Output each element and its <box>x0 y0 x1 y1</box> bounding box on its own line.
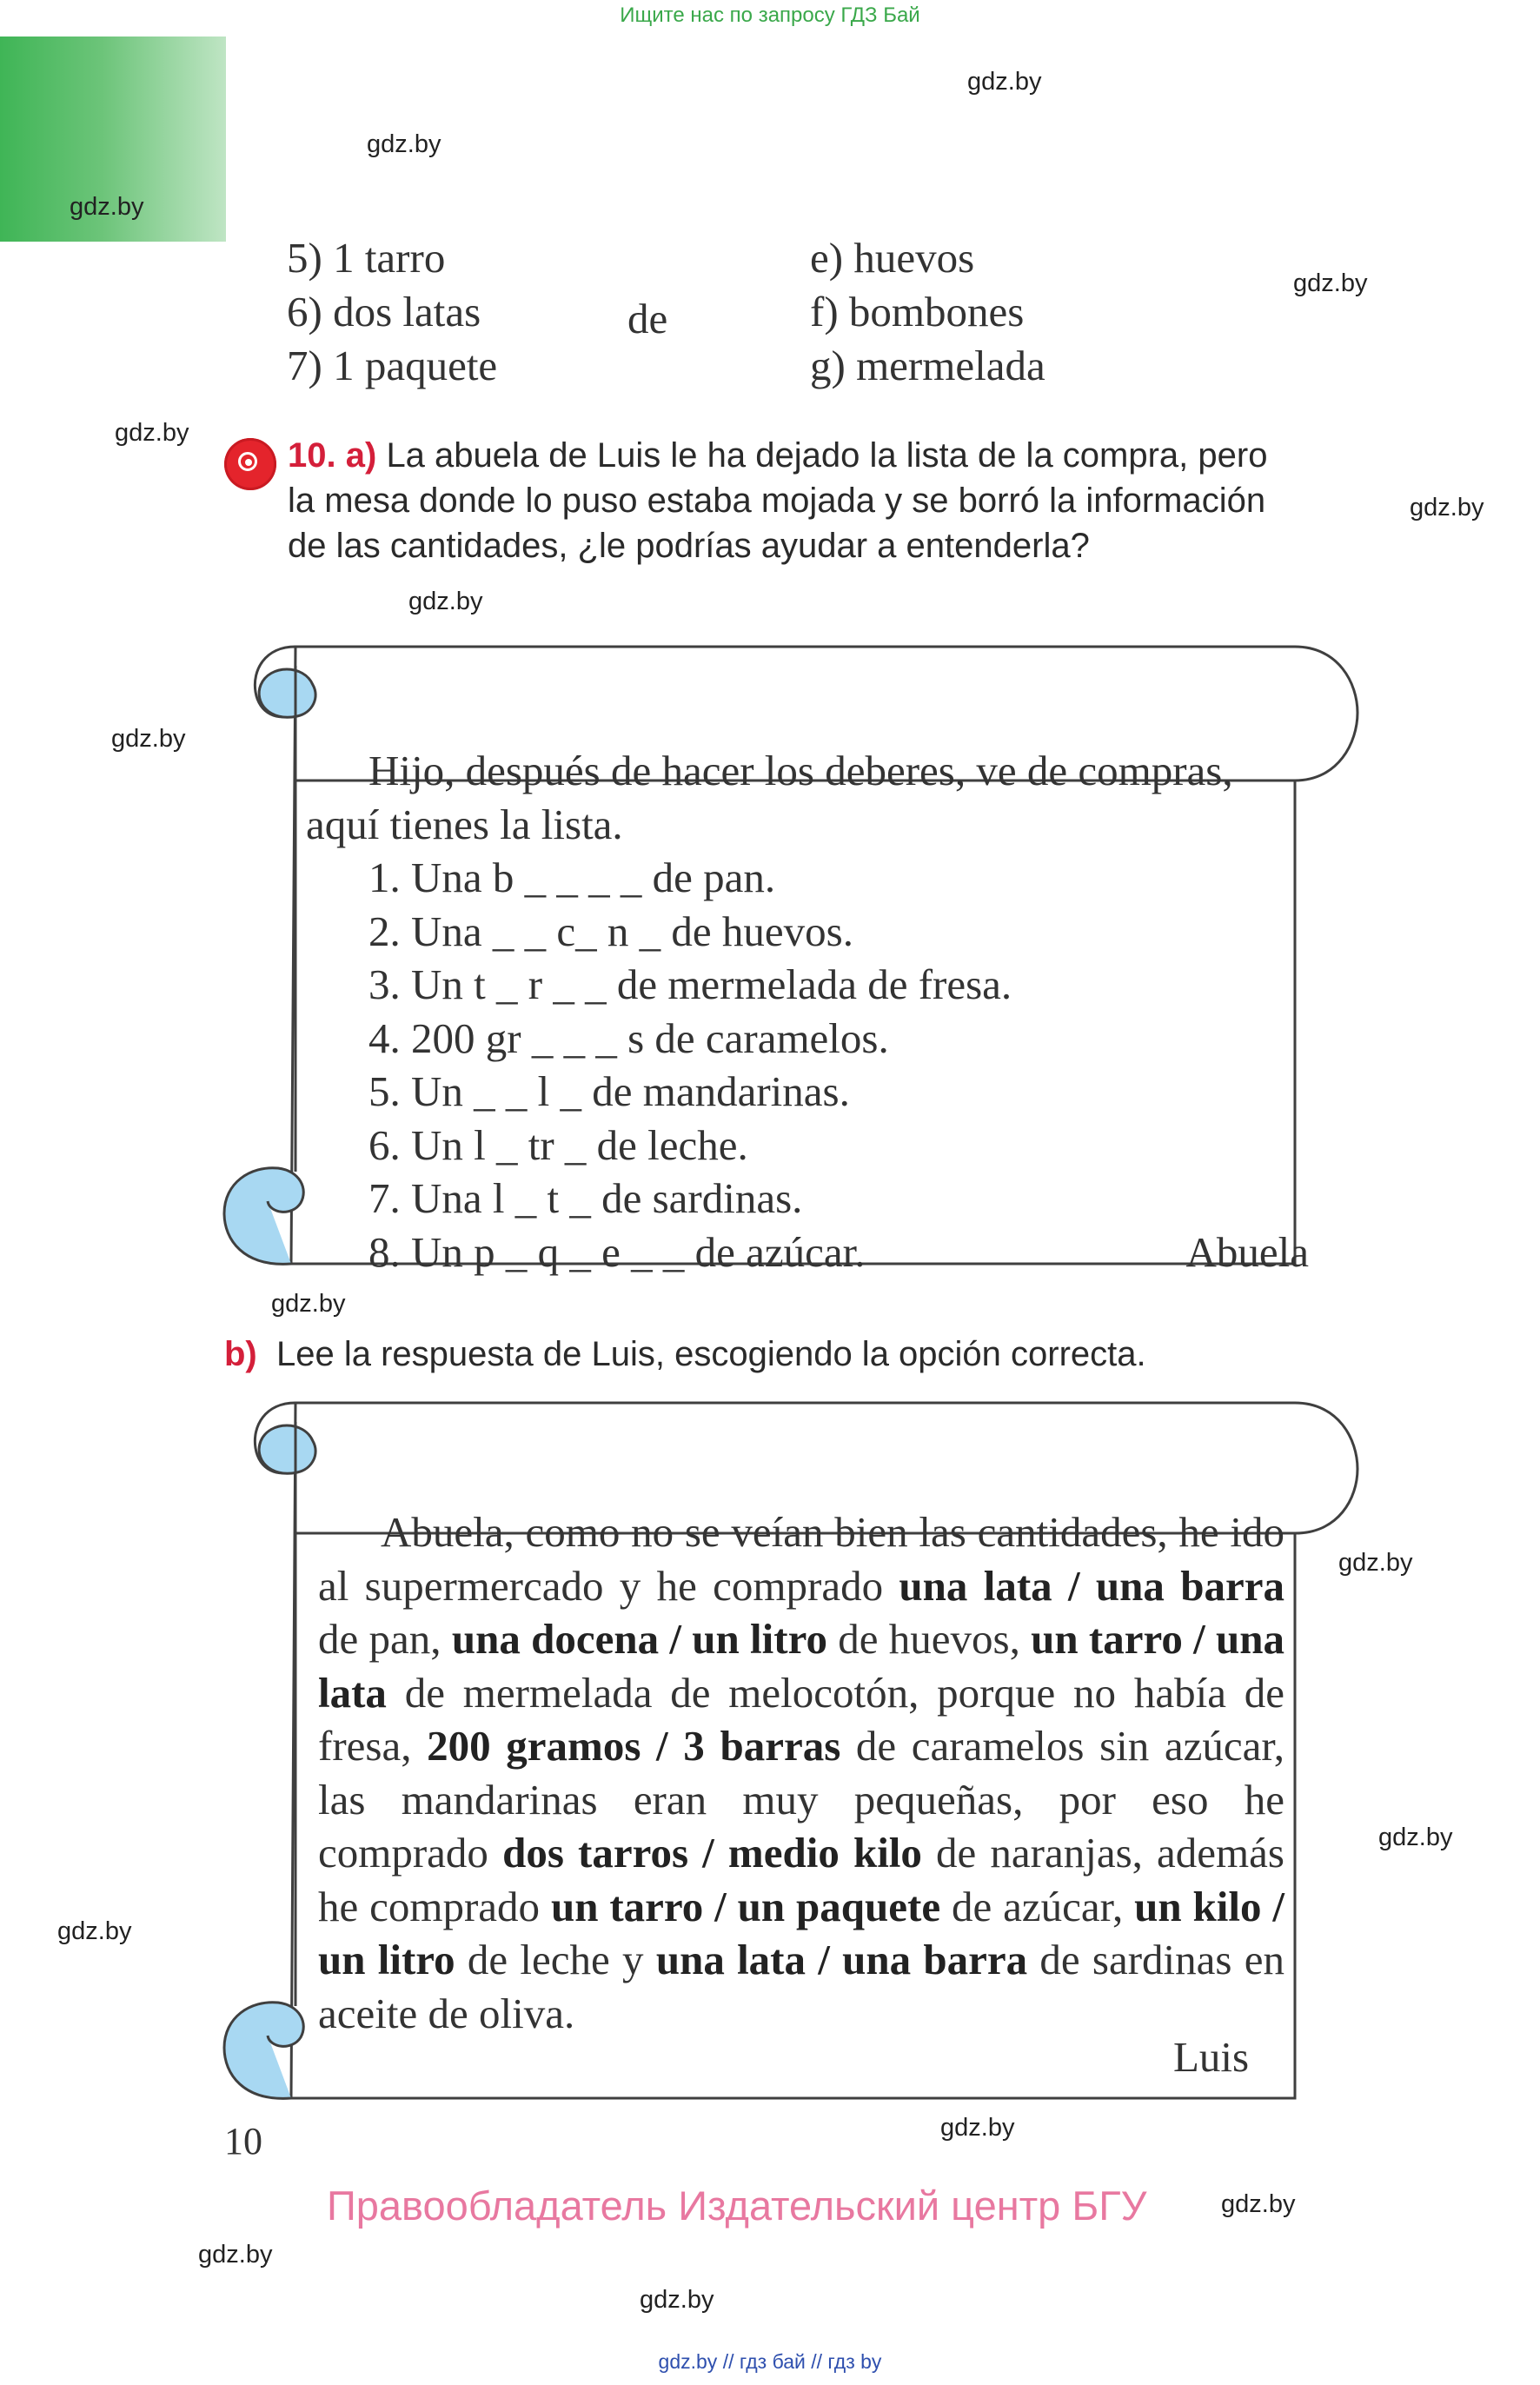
reply-choice[interactable]: una lata / una barra <box>899 1561 1284 1610</box>
reply-text: de pan, <box>318 1615 452 1663</box>
watermark: gdz.by <box>367 130 441 158</box>
reply-text: de azúcar, <box>940 1882 1135 1930</box>
shopping-list-item: 6. Un l _ tr _ de leche. <box>368 1120 748 1169</box>
reply-text: de leche y <box>455 1936 656 1983</box>
shopping-list-item: 7. Una l _ t _ de sardinas. <box>368 1174 803 1222</box>
reply-text: de caramelos sin azúcar, las mandarinas eran muy pequeñas, por eso he comprado <box>318 1722 1284 1877</box>
copyright-holder: Правообладатель Издательский центр БГУ <box>327 2182 1147 2229</box>
shopping-list-item: 3. Un t _ r _ _ de mermelada de fresa. <box>368 960 1012 1008</box>
reply-text: de huevos, <box>826 1615 1032 1663</box>
watermark: gdz.by <box>940 2114 1015 2142</box>
watermark: gdz.by <box>640 2286 714 2314</box>
reply-choice[interactable]: un tarro / una lata <box>318 1615 1284 1717</box>
reply-text: de mermelada de melocotón, porque no había de fresa, <box>318 1668 1284 1770</box>
watermark: gdz.by <box>111 725 186 753</box>
instruction-b-text: Lee la respuesta de Luis, escogiendo la opción correcta. <box>276 1335 1146 1373</box>
scroll-top-curl <box>259 669 315 717</box>
match-right-item: f) bombones <box>810 288 1025 335</box>
shopping-list-item: 5. Un _ _ l _ de mandarinas. <box>368 1067 850 1115</box>
note-intro-line: aquí tienes la lista. <box>306 800 623 848</box>
match-left-item: 7) 1 paquete <box>287 342 498 389</box>
exercise-10b-instruction <box>224 1332 1146 1377</box>
instruction-line: La abuela de Luis le ha dejado la lista de la compra, pero <box>386 436 1268 475</box>
page-number: 10 <box>224 2120 262 2162</box>
top-banner-text: Ищите нас по запросу ГДЗ Бай <box>620 3 920 27</box>
match-connector-de: de <box>627 295 668 342</box>
exercise-part-a: a) <box>345 436 377 475</box>
watermark: gdz.by <box>1293 269 1368 297</box>
match-right-item: g) mermelada <box>810 342 1045 389</box>
exercise-part-b: b) <box>224 1335 257 1373</box>
exercise-number: 10. <box>288 436 336 475</box>
watermark: gdz.by <box>408 588 483 615</box>
watermark: gdz.by <box>271 1290 346 1318</box>
shopping-list-item: 4. 200 gr _ _ _ s de caramelos. <box>368 1013 889 1062</box>
reply-text: de naranjas, además he comprado <box>318 1829 1284 1930</box>
reply-choice[interactable]: un kilo / un litro <box>318 1882 1284 1983</box>
shopping-list-item: 2. Una _ _ c_ n _ de huevos. <box>368 907 853 955</box>
match-left-item: 6) dos latas <box>287 288 481 335</box>
watermark: gdz.by <box>1338 1549 1413 1577</box>
scroll-top-curl <box>259 1425 315 1473</box>
watermark: gdz.by <box>1378 1824 1453 1851</box>
reply-text: de sardinas en aceite de oliva. <box>318 1936 1284 2037</box>
instruction-line: la mesa donde lo puso estaba mojada y se borró la información <box>288 482 1266 520</box>
shopping-list-item-last <box>306 1226 1314 1279</box>
note-intro-line: Hijo, después de hacer los deberes, ve de compras, <box>368 747 1233 794</box>
instruction-line: de las cantidades, ¿le podrías ayudar a entenderla? <box>288 527 1090 565</box>
watermark: gdz.by <box>70 193 144 221</box>
watermark: gdz.by <box>1221 2190 1296 2218</box>
match-right-column <box>810 231 1045 393</box>
note-signature-abuela: Abuela <box>1185 1227 1309 1276</box>
exercise-10a-instruction <box>288 433 1417 568</box>
disc-center <box>245 459 252 466</box>
watermark: gdz.by <box>57 1917 132 1945</box>
shopping-list-item: 8. Un p _ q _ e _ _ de azúcar. <box>368 1227 866 1276</box>
reply-text: Abuela, como no se veían bien las cantidades, he ido al supermercado y he comprado <box>318 1508 1284 1610</box>
grandma-note <box>306 744 1314 1279</box>
reply-choice[interactable]: un tarro / un paquete <box>550 1882 941 1930</box>
reply-choice[interactable]: dos tarros / medio kilo <box>502 1829 922 1877</box>
reply-choice[interactable]: una docena / un litro <box>451 1615 827 1663</box>
match-left-column <box>287 231 497 393</box>
audio-disc-icon[interactable] <box>224 438 276 490</box>
watermark: gdz.by <box>1410 494 1484 522</box>
reply-choice[interactable]: 200 gramos / 3 barras <box>427 1722 841 1770</box>
watermark: gdz.by <box>115 419 189 447</box>
reply-choice[interactable]: una lata / una barra <box>655 1936 1028 1983</box>
match-left-item: 5) 1 tarro <box>287 234 446 282</box>
match-right-item: e) huevos <box>810 234 975 282</box>
luis-reply-text <box>318 1505 1284 2040</box>
note-signature-luis: Luis <box>1173 2033 1250 2081</box>
shopping-list-item: 1. Una b _ _ _ _ de pan. <box>368 854 776 901</box>
footer-links[interactable]: gdz.by // гдз бай // гдз by <box>658 2350 882 2373</box>
watermark: gdz.by <box>967 68 1042 96</box>
watermark: gdz.by <box>198 2241 273 2269</box>
